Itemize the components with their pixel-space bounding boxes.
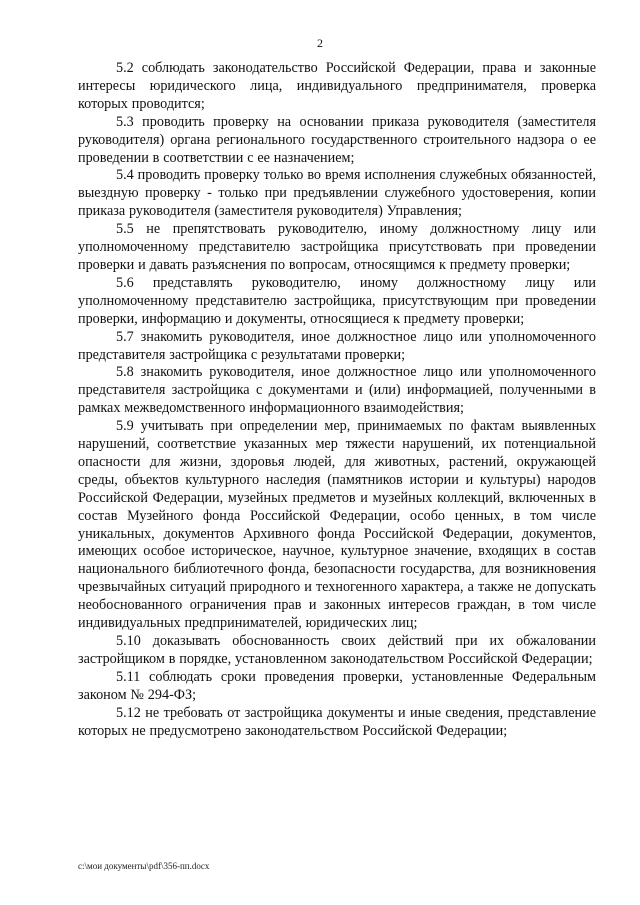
paragraph-5-5: 5.5 не препятствовать руководителю, иному должностному лицу или уполномоченному представителю застройщика присутствовать при проведении проверки и давать разъяснения по вопросам, относящимся к предмету проверки; — [78, 221, 596, 273]
paragraph-5-9: 5.9 учитывать при определении мер, принимаемых по фактам выявленных нарушений, соответствие указанных мер тяжести нарушений, их потенциальной опасности для жизни, здоровья людей, для животных, растений, окружающей среды, объектов культурного наследия (памятников истории и культуры) народов Российской Федерации, музейных предметов и музейных коллекций, включенных в состав Музейного фонда Российской Федерации, особо ценных, в том числе уникальных, документов Архивного фонда Российской Федерации, документов, имеющих особое историческое, научное, культурное значение, входящих в состав национального библиотечного фонда, безопасности государства, для возникновения чрезвычайных ситуаций природного и техногенного характера, а также не допускать необоснованного ограничения прав и законных интересов граждан, в том числе индивидуальных предпринимателей, юридических лиц; — [78, 418, 596, 632]
document-body — [78, 60, 596, 740]
paragraph-5-8: 5.8 знакомить руководителя, иное должностное лицо или уполномоченного представителя застройщика с документами и (или) информацией, полученными в рамках межведомственного информационного взаимодействия; — [78, 364, 596, 417]
paragraph-5-12: 5.12 не требовать от застройщика документы и иные сведения, представление которых не предусмотрено законодательством Российской Федерации; — [78, 704, 596, 739]
paragraph-5-4: 5.4 проводить проверку только во время исполнения служебных обязанностей, выездную проверку - только при предъявлении служебного удостоверения, копии приказа руководителя (заместителя руководителя) Управления; — [78, 167, 596, 220]
paragraph-5-10: 5.10 доказывать обоснованность своих действий при их обжаловании застройщиком в порядке, установленном законодательством Российской Федерации; — [78, 633, 596, 667]
paragraph-5-11: 5.11 соблюдать сроки проведения проверки, установленные Федеральным законом № 294-ФЗ; — [78, 668, 596, 703]
paragraph-5-2: 5.2 соблюдать законодательство Российской Федерации, права и законные интересы юридического лица, индивидуального предпринимателя, проверка которых проводится; — [78, 60, 596, 112]
paragraph-5-3: 5.3 проводить проверку на основании приказа руководителя (заместителя руководителя) органа регионального государственного строительного надзора о ее проведении в соответствии с ее назначением; — [78, 113, 596, 166]
footer-file-path: c:\мои документы\pdf\356-пп.docx — [78, 861, 210, 871]
paragraph-5-7: 5.7 знакомить руководителя, иное должностное лицо или уполномоченного представителя застройщика с результатами проверки; — [78, 328, 596, 363]
paragraph-5-6: 5.6 представлять руководителю, иному должностному лицу или уполномоченному представителю застройщика, присутствующим при проведении проверки, информацию и документы, относящиеся к предмету проверки; — [78, 274, 596, 327]
page-number: 2 — [317, 36, 323, 50]
